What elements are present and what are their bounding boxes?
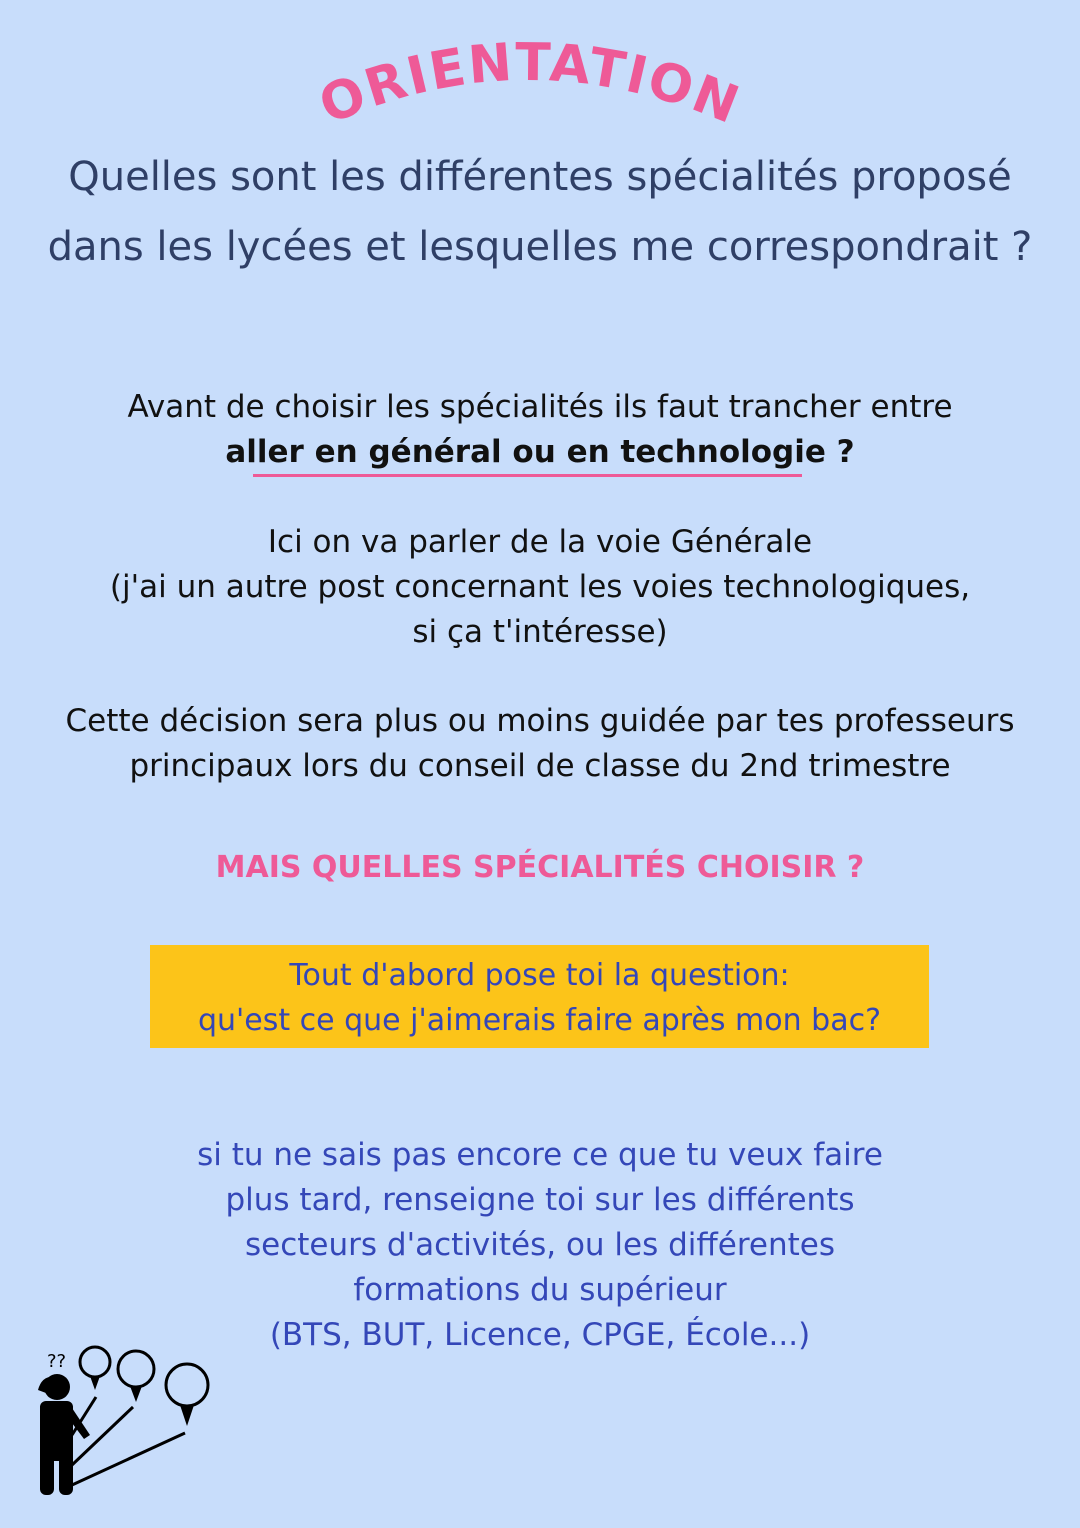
text-line: si ça t'intéresse) <box>412 614 668 650</box>
voie-generale-text <box>0 520 1080 655</box>
text-line: Cette décision sera plus ou moins guidée par tes professeurs <box>65 703 1015 739</box>
text-line: secteurs d'activités, ou les différentes <box>245 1227 835 1263</box>
highlight-box <box>150 945 929 1048</box>
person-icon <box>38 1374 90 1495</box>
intro <box>0 385 1080 475</box>
question-line: dans les lycées et lesquelles me correspondrait ? <box>47 224 1033 270</box>
title-text: ORIENTATION <box>311 32 749 130</box>
intro-line: Avant de choisir les spécialités ils faut trancher entre <box>127 389 953 425</box>
highlight-line: Tout d'abord pose toi la question: <box>289 958 790 993</box>
text-line: si tu ne sais pas encore ce que tu veux faire <box>197 1137 883 1173</box>
page-title <box>300 20 750 130</box>
highlight-line: qu'est ce que j'aimerais faire après mon bac? <box>197 1003 882 1038</box>
question-line: Quelles sont les différentes spécialités proposé <box>68 154 1012 200</box>
emphasis-underline <box>253 474 802 477</box>
intro-emphasis: aller en général ou en technologie <box>225 434 826 470</box>
text-line: (j'ai un autre post concernant les voies technologiques, <box>109 569 971 605</box>
confused-person-illustration <box>20 1335 220 1505</box>
text-line: principaux lors du conseil de classe du 2nd trimestre <box>129 748 951 784</box>
text-line: formations du supérieur <box>353 1272 727 1308</box>
intro-question-mark: ? <box>825 434 855 470</box>
text-line: plus tard, renseigne toi sur les différents <box>225 1182 855 1218</box>
text-line: Ici on va parler de la voie Générale <box>267 524 813 560</box>
advice-text <box>0 1133 1080 1358</box>
section-heading: MAIS QUELLES SPÉCIALITÉS CHOISIR ? <box>215 850 865 885</box>
question <box>0 142 1080 282</box>
decision-text <box>0 699 1080 789</box>
question-marks: ?? <box>47 1351 67 1372</box>
text-line: (BTS, BUT, Licence, CPGE, École...) <box>269 1317 811 1353</box>
svg-text:ORIENTATION <box>311 33 748 130</box>
